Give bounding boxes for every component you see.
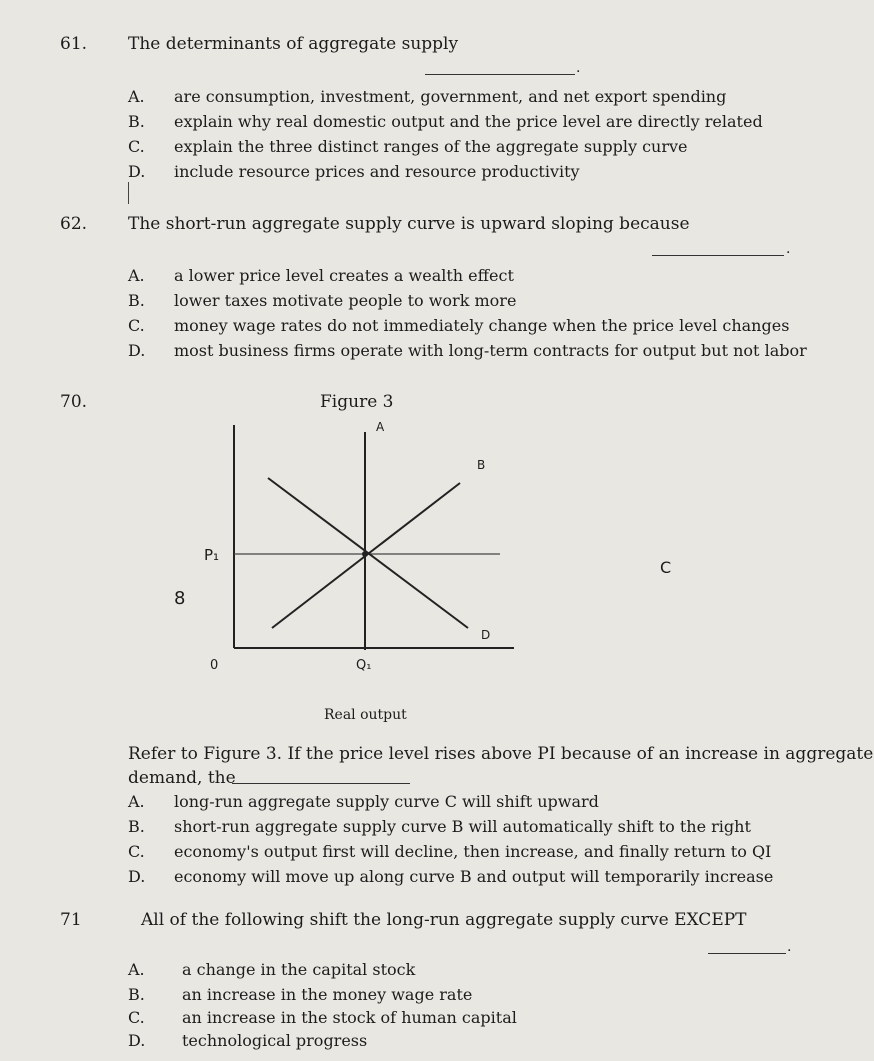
question-61-option-a: A. are consumption, investment, government, and net export spending	[128, 87, 727, 106]
question-62-stem: The short-run aggregate supply curve is upward sloping because	[128, 214, 690, 234]
label-a: A	[376, 420, 385, 434]
question-61-option-b: B. explain why real domestic output and the price level are directly related	[128, 112, 763, 131]
question-70-number: 70.	[60, 392, 88, 412]
question-71-option-c: C. an increase in the stock of human capital	[128, 1008, 517, 1027]
label-p1: P₁	[204, 546, 220, 564]
question-62-option-a: A. a lower price level creates a wealth effect	[128, 266, 514, 285]
question-71-option-b: B. an increase in the money wage rate	[128, 985, 473, 1004]
figure-title: Figure 3	[320, 392, 394, 412]
question-62-option-b: B. lower taxes motivate people to work more	[128, 291, 517, 310]
question-71-number: 71	[60, 910, 82, 930]
blank-period: .	[576, 60, 581, 76]
question-71-option-d: D. technological progress	[128, 1031, 368, 1050]
answer-blank-70	[232, 783, 410, 784]
equilibrium-point	[362, 551, 368, 557]
question-70-option-b: B. short-run aggregate supply curve B will automatically shift to the right	[128, 817, 751, 836]
question-61-number: 61.	[60, 34, 88, 54]
question-62-number: 62.	[60, 214, 88, 234]
question-62-option-c: C. money wage rates do not immediately change when the price level changes	[128, 316, 790, 335]
answer-blank-71	[708, 953, 786, 954]
question-71-option-a: A. a change in the capital stock	[128, 960, 416, 979]
label-q1: Q₁	[356, 658, 372, 673]
label-c: C	[660, 558, 672, 577]
figure-xlabel: Real output	[324, 707, 407, 723]
question-70-stem-line1: Refer to Figure 3. If the price level rises above PI because of an increase in aggregate	[128, 744, 874, 764]
question-70-stem-line2: demand, the	[128, 768, 236, 788]
question-61-option-d: D. include resource prices and resource productivity	[128, 162, 580, 181]
blank-period: .	[787, 939, 792, 955]
label-d: D	[481, 628, 491, 642]
question-70-option-a: A. long-run aggregate supply curve C will shift upward	[128, 792, 599, 811]
question-61-option-c: C. explain the three distinct ranges of the aggregate supply curve	[128, 137, 688, 156]
question-62-option-d: D. most business firms operate with long-term contracts for output but not labor	[128, 341, 807, 360]
label-b: B	[477, 458, 486, 472]
question-70-option-d: D. economy will move up along curve B and output will temporarily increase	[128, 867, 774, 886]
label-origin: 0	[210, 658, 219, 673]
question-61-stem: The determinants of aggregate supply	[128, 34, 459, 54]
question-70-option-c: C. economy's output first will decline, then increase, and finally return to QI	[128, 842, 772, 861]
blank-period: .	[786, 241, 791, 257]
question-71-stem: All of the following shift the long-run aggregate supply curve EXCEPT	[141, 910, 747, 930]
label-8: 8	[174, 588, 186, 609]
